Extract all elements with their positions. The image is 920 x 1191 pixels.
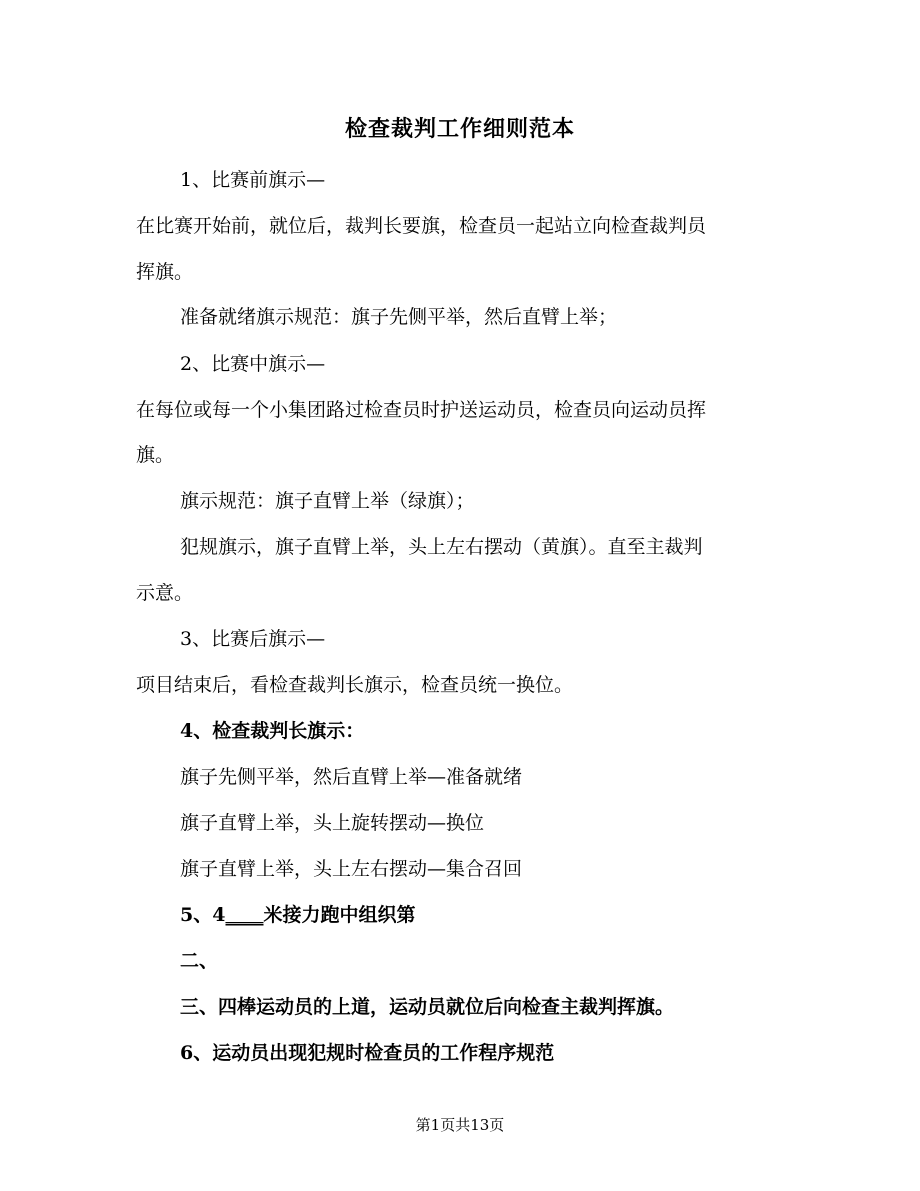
section-1-heading: 1、比赛前旗示— — [180, 169, 326, 191]
paragraph-line: 项目结束后，看检查裁判长旗示，检查员统一换位。 — [136, 674, 574, 696]
section-5-prefix: 5、4 — [180, 904, 226, 926]
section-6-heading: 6、运动员出现犯规时检查员的工作程序规范 — [180, 1042, 555, 1064]
paragraph-line: 挥旗。 — [136, 261, 194, 283]
paragraph-line: 在比赛开始前，就位后，裁判长要旗，检查员一起站立向检查裁判员 — [136, 215, 707, 237]
paragraph-line: 三、四棒运动员的上道，运动员就位后向检查主裁判挥旗。 — [180, 996, 675, 1018]
section-4-heading: 4、检查裁判长旗示： — [180, 720, 365, 742]
paragraph-line: 旗子直臂上举，头上左右摆动—集合召回 — [180, 858, 523, 880]
paragraph-line: 在每位或每一个小集团路过检查员时护送运动员，检查员向运动员挥 — [136, 399, 707, 421]
paragraph-line: 二、 — [180, 950, 219, 972]
fill-blank: ____ — [225, 904, 264, 926]
page-number: 第1页共13页 — [415, 1116, 505, 1134]
paragraph-line: 示意。 — [136, 582, 194, 604]
section-5-heading — [180, 901, 830, 929]
paragraph-line: 准备就绪旗示规范：旗子先侧平举，然后直臂上举； — [180, 306, 618, 328]
paragraph-line: 犯规旗示，旗子直臂上举，头上左右摆动（黄旗）。直至主裁判 — [180, 536, 703, 558]
section-3-heading: 3、比赛后旗示— — [180, 628, 326, 650]
paragraph-line: 旗子直臂上举，头上旋转摆动—换位 — [180, 812, 485, 834]
section-2-heading: 2、比赛中旗示— — [180, 353, 326, 375]
paragraph-line: 旗示规范：旗子直臂上举（绿旗）； — [180, 490, 475, 512]
section-5-suffix: 米接力跑中组织第 — [263, 904, 416, 926]
paragraph-line: 旗子先侧平举，然后直臂上举—准备就绪 — [180, 766, 523, 788]
paragraph-line: 旗。 — [136, 444, 175, 466]
page-title: 检查裁判工作细则范本 — [344, 116, 575, 142]
